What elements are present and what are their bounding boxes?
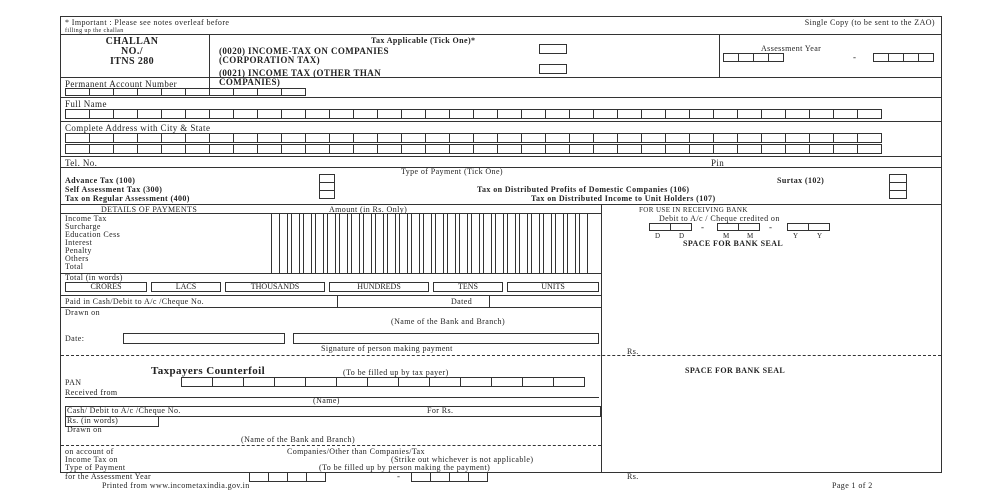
counterfoil-year-boxes-1[interactable]: [249, 472, 325, 482]
payment-type-heading: Type of Payment (Tick One): [401, 167, 503, 176]
important-note: * Important : Please see notes overleaf before: [65, 18, 230, 27]
row-surcharge: Surcharge: [65, 222, 101, 231]
counterfoil-to-be-filled: (To be filled up by person making the payment): [319, 463, 491, 472]
bank-name-note: (Name of the Bank and Branch): [391, 317, 506, 326]
counterfoil-year-boxes-2[interactable]: [411, 472, 487, 482]
assessment-year-boxes-1[interactable]: [723, 53, 783, 62]
row-others: Others: [65, 254, 89, 263]
bank-seal-2: SPACE FOR BANK SEAL: [685, 366, 786, 375]
assessment-year-boxes-2[interactable]: [873, 53, 933, 62]
counterfoil-year-dash: -: [397, 471, 401, 481]
counterfoil-rs-words: Rs. (in words): [67, 416, 119, 425]
unit-crores[interactable]: CRORES: [65, 282, 147, 292]
bank-date-letter-d2: D: [679, 232, 685, 240]
counterfoil-income-tax-on: Income Tax on: [65, 455, 118, 464]
unit-lacs[interactable]: LACS: [151, 282, 221, 292]
bank-rs-1: Rs.: [627, 347, 639, 356]
payment-self: Self Assessment Tax (300): [65, 185, 163, 194]
counterfoil-pan-boxes[interactable]: [181, 377, 584, 387]
pan-boxes[interactable]: [65, 88, 305, 96]
address-boxes-2[interactable]: [65, 144, 881, 154]
challan-title-3: ITNS 280: [109, 56, 155, 67]
unit-thousands[interactable]: THOUSANDS: [225, 282, 325, 292]
tax-applicable-heading: Tax Applicable (Tick One)*: [371, 36, 476, 45]
tel-label: Tel. No.: [65, 158, 98, 168]
dated-label: Dated: [451, 297, 473, 306]
tax-opt2-line1: (0021) INCOME TAX (OTHER THAN: [219, 68, 382, 78]
payment-surtax: Surtax (102): [777, 176, 825, 185]
tax-opt2-checkbox[interactable]: [539, 64, 567, 74]
footer-page: Page 1 of 2: [832, 481, 873, 490]
row-income-tax: Income Tax: [65, 214, 107, 223]
counterfoil-title: Taxpayers Counterfoil: [151, 365, 266, 377]
address-boxes-1[interactable]: [65, 133, 881, 143]
assessment-year-dash: -: [853, 52, 857, 62]
bank-date-dash-2: -: [769, 222, 773, 232]
bank-date-letter-y1: Y: [793, 232, 799, 240]
row-education-cess: Education Cess: [65, 230, 121, 239]
counterfoil-companies: Companies/Other than Companies/Tax: [287, 447, 425, 456]
payment-left-boxes[interactable]: [319, 174, 334, 199]
challan-title-1: CHALLAN: [105, 36, 159, 47]
total-words-label: Total (in words): [65, 273, 123, 282]
tax-opt1-checkbox[interactable]: [539, 44, 567, 54]
date-label: Date:: [65, 334, 85, 343]
signature-field[interactable]: [293, 333, 599, 344]
tax-opt2-line2: COMPANIES): [219, 77, 281, 87]
bank-date-letter-d1: D: [655, 232, 661, 240]
bank-debit-label: Debit to A/c / Cheque credited on: [659, 214, 780, 223]
counterfoil-for-year: for the Assessment Year: [65, 472, 152, 481]
payment-advance: Advance Tax (100): [65, 176, 136, 185]
signature-label: Signature of person making payment: [321, 344, 453, 353]
row-interest: Interest: [65, 238, 93, 247]
counterfoil-type-payment: Type of Payment: [65, 463, 126, 472]
counterfoil-cash-debit: Cash/ Debit to A/c /Cheque No.: [67, 406, 181, 415]
tax-opt1-line2: (CORPORATION TAX): [219, 55, 321, 65]
counterfoil-strike-note: (Strike out whichever is not applicable): [391, 455, 534, 464]
counterfoil-pan-label: PAN: [65, 378, 82, 387]
row-penalty: Penalty: [65, 246, 92, 255]
bank-date-mm[interactable]: [717, 223, 759, 231]
challan-form: [60, 16, 942, 481]
payment-dist-income: Tax on Distributed Income to Unit Holders (107): [531, 194, 716, 203]
unit-hundreds[interactable]: HUNDREDS: [329, 282, 429, 292]
full-name-label: Full Name: [65, 99, 107, 109]
footer-printed-from: Printed from www.incometaxindia.gov.in: [102, 481, 250, 490]
units-row: [65, 282, 599, 292]
payment-right-boxes[interactable]: [889, 174, 906, 199]
copy-note: Single Copy (to be sent to the ZAO): [804, 18, 935, 27]
counterfoil-for-rs: For Rs.: [427, 406, 454, 415]
drawn-on-label: Drawn on: [65, 308, 100, 317]
challan-title-2: NO./: [121, 46, 143, 57]
counterfoil-bank-name: (Name of the Bank and Branch): [241, 435, 356, 444]
payment-dist-profits: Tax on Distributed Profits of Domestic Companies (106): [477, 185, 690, 194]
important-note-2: filling up the challan: [65, 28, 124, 34]
counterfoil-drawn-on: Drawn on: [67, 425, 102, 434]
counterfoil-title-note: (To be filled up by tax payer): [343, 368, 449, 377]
paid-in-label: Paid in Cash/Debit to A/c /Cheque No.: [65, 297, 205, 306]
date-field[interactable]: [123, 333, 285, 344]
bank-date-yy[interactable]: [787, 223, 829, 231]
tax-opt1-line1: (0020) INCOME-TAX ON COMPANIES: [219, 46, 389, 56]
bank-heading: FOR USE IN RECEIVING BANK: [639, 206, 748, 214]
unit-tens[interactable]: TENS: [433, 282, 503, 292]
amount-heading: Amount (in Rs. Only): [329, 205, 408, 214]
unit-units[interactable]: UNITS: [507, 282, 599, 292]
amount-columns[interactable]: [279, 213, 591, 273]
bank-date-dash-1: -: [701, 222, 705, 232]
bank-rs-2: Rs.: [627, 472, 639, 481]
bank-date-letter-m1: M: [723, 232, 730, 240]
counterfoil-name-note: (Name): [313, 396, 340, 405]
assessment-year-label: Assessment Year: [761, 44, 822, 53]
full-name-boxes[interactable]: [65, 109, 881, 119]
bank-date-dd[interactable]: [649, 223, 691, 231]
bank-seal-1: SPACE FOR BANK SEAL: [683, 239, 784, 248]
pan-label: Permanent Account Number: [65, 79, 178, 89]
bank-date-letter-y2: Y: [817, 232, 823, 240]
details-heading: DETAILS OF PAYMENTS: [101, 205, 198, 214]
counterfoil-on-account: on account of: [65, 447, 114, 456]
address-label: Complete Address with City & State: [65, 123, 211, 133]
bank-date-letter-m2: M: [747, 232, 754, 240]
pin-label: Pin: [711, 158, 725, 168]
row-total: Total: [65, 262, 84, 271]
counterfoil-received-from: Received from: [65, 388, 118, 397]
payment-regular: Tax on Regular Assessment (400): [65, 194, 190, 203]
